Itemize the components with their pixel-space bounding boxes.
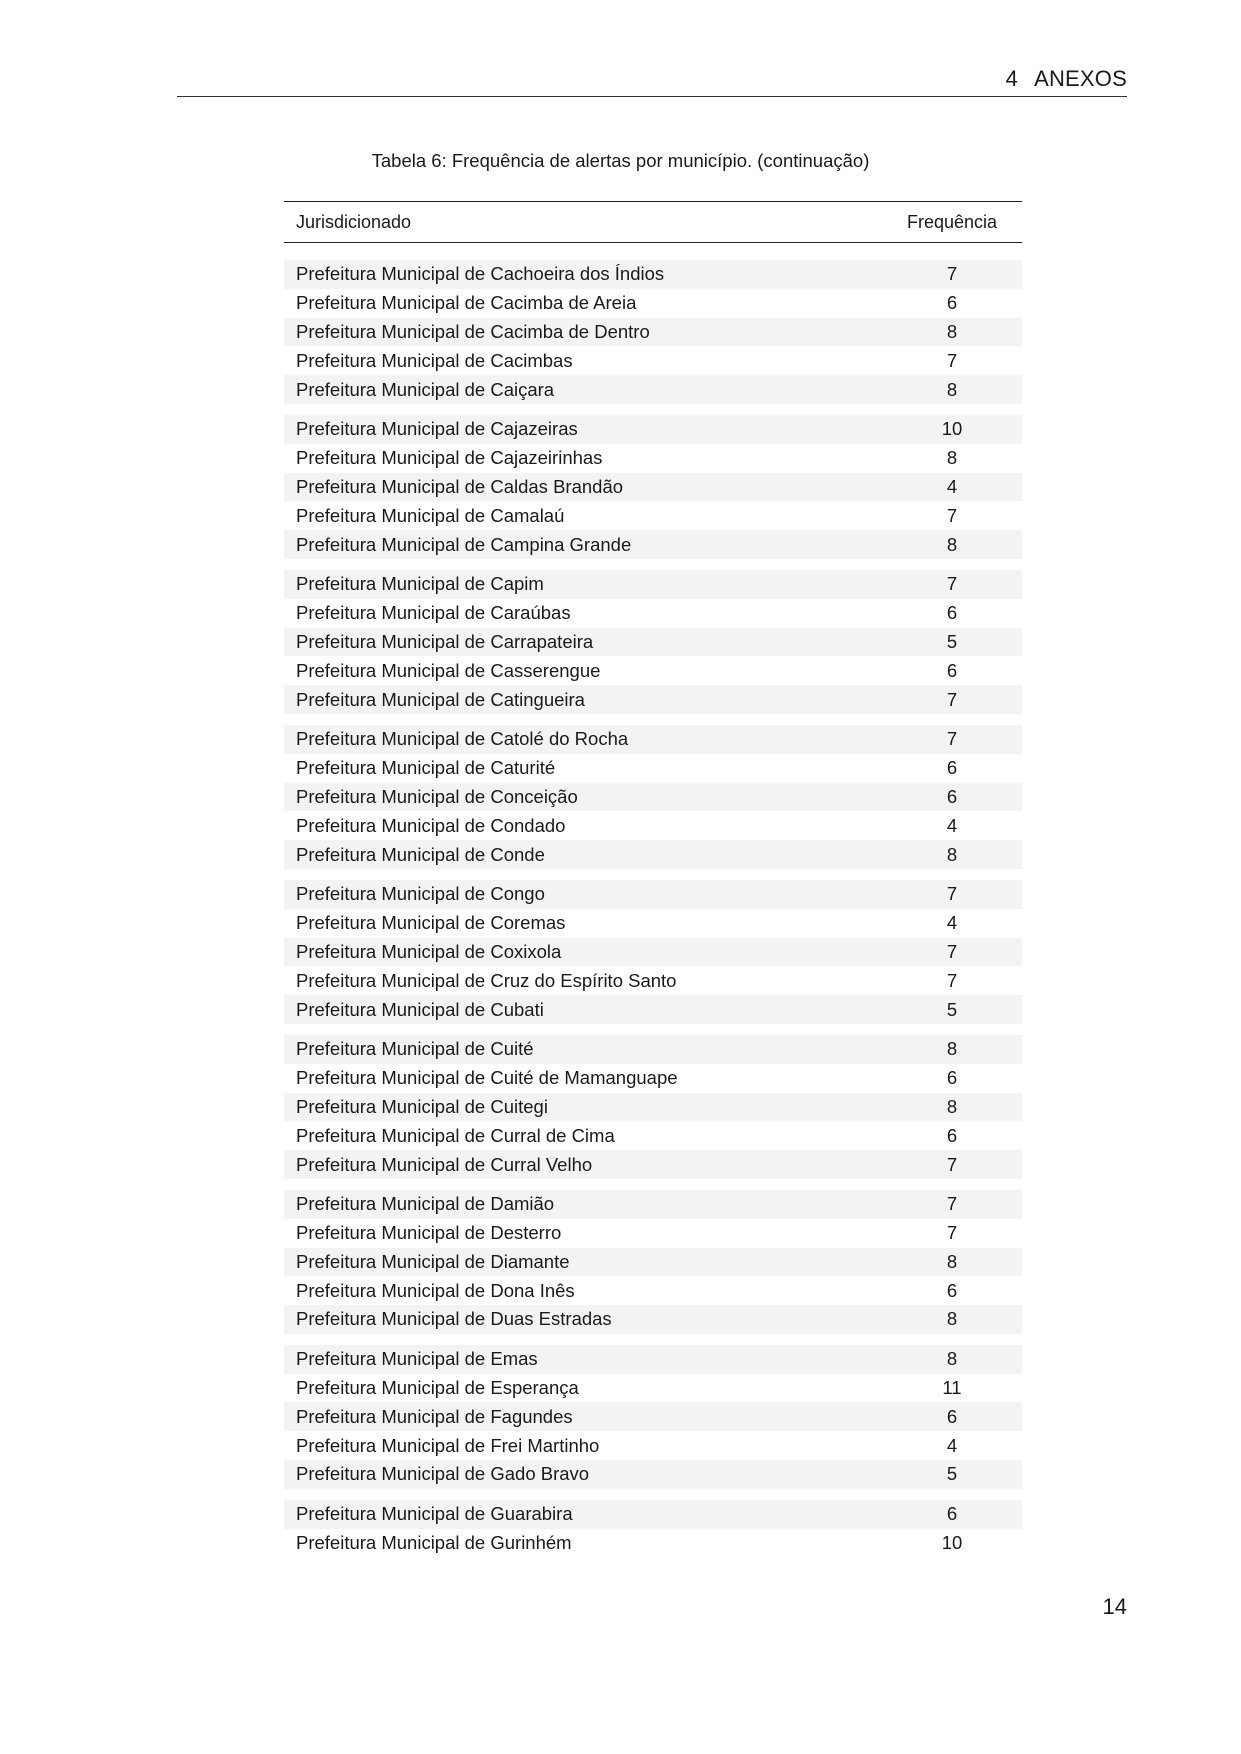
frequencia-cell: 11 — [942, 1377, 962, 1399]
frequencia-cell: 8 — [946, 447, 958, 469]
frequencia-cell: 8 — [946, 843, 958, 865]
table-row — [284, 909, 1022, 938]
frequencia-cell: 6 — [946, 659, 958, 681]
frequencia-cell: 7 — [946, 1193, 958, 1215]
jurisdicionado-cell: Prefeitura Municipal de Campina Grande — [296, 533, 632, 555]
jurisdicionado-cell: Prefeitura Municipal de Camalaú — [296, 504, 565, 526]
row-group — [284, 260, 1022, 404]
frequencia-cell: 7 — [946, 349, 958, 371]
page-number: 14 — [1102, 1594, 1127, 1619]
frequencia-cell: 6 — [946, 785, 958, 807]
table-body — [284, 243, 1022, 1557]
table-row — [284, 1190, 1022, 1219]
table-row — [284, 754, 1022, 783]
table-row — [284, 1305, 1022, 1334]
table-row — [284, 1529, 1022, 1558]
column-header-jurisdicionado: Jurisdicionado — [296, 211, 412, 232]
table-row — [284, 811, 1022, 840]
frequencia-cell: 7 — [946, 728, 958, 750]
running-header — [177, 62, 1127, 97]
frequencia-cell: 5 — [946, 1463, 958, 1485]
frequencia-cell: 8 — [946, 378, 958, 400]
frequencia-cell: 8 — [946, 320, 958, 342]
jurisdicionado-cell: Prefeitura Municipal de Congo — [296, 883, 545, 905]
table-row — [284, 260, 1022, 289]
table-row — [284, 1093, 1022, 1122]
jurisdicionado-cell: Prefeitura Municipal de Casserengue — [296, 659, 601, 681]
table-row — [284, 966, 1022, 995]
column-header-frequencia: Frequência — [906, 211, 998, 232]
frequencia-cell: 7 — [946, 1153, 958, 1175]
table-row — [284, 880, 1022, 909]
jurisdicionado-cell: Prefeitura Municipal de Fagundes — [296, 1405, 573, 1427]
table-row — [284, 840, 1022, 869]
table-row — [284, 501, 1022, 530]
table-row — [284, 473, 1022, 502]
frequencia-cell: 7 — [946, 688, 958, 710]
jurisdicionado-cell: Prefeitura Municipal de Caiçara — [296, 378, 555, 400]
row-group — [284, 1345, 1022, 1489]
table-row — [284, 685, 1022, 714]
jurisdicionado-cell: Prefeitura Municipal de Esperança — [296, 1377, 579, 1399]
frequencia-cell: 7 — [946, 940, 958, 962]
jurisdicionado-cell: Prefeitura Municipal de Cruz do Espírito Santo — [296, 969, 677, 991]
jurisdicionado-cell: Prefeitura Municipal de Conde — [296, 843, 545, 865]
jurisdicionado-cell: Prefeitura Municipal de Caturité — [296, 757, 556, 779]
table-row — [284, 1150, 1022, 1179]
frequencia-cell: 8 — [946, 1250, 958, 1272]
table-row — [284, 1500, 1022, 1529]
jurisdicionado-cell: Prefeitura Municipal de Caraúbas — [296, 602, 571, 624]
table-row — [284, 375, 1022, 404]
table-row — [284, 1345, 1022, 1374]
table-row — [284, 346, 1022, 375]
table-row — [284, 415, 1022, 444]
jurisdicionado-cell: Prefeitura Municipal de Carrapateira — [296, 630, 594, 652]
jurisdicionado-cell: Prefeitura Municipal de Cajazeiras — [296, 418, 578, 440]
jurisdicionado-cell: Prefeitura Municipal de Cajazeirinhas — [296, 447, 603, 469]
jurisdicionado-cell: Prefeitura Municipal de Cuitegi — [296, 1095, 548, 1117]
jurisdicionado-cell: Prefeitura Municipal de Cacimba de Areia — [296, 292, 637, 314]
jurisdicionado-cell: Prefeitura Municipal de Catolé do Rocha — [296, 728, 629, 750]
frequencia-cell: 4 — [946, 912, 958, 934]
row-group — [284, 570, 1022, 714]
table-row — [284, 318, 1022, 347]
table-header-row — [284, 201, 1022, 243]
frequencia-cell: 10 — [941, 1532, 963, 1554]
table-row — [284, 725, 1022, 754]
table-row — [284, 628, 1022, 657]
jurisdicionado-cell: Prefeitura Municipal de Desterro — [296, 1222, 562, 1244]
frequencia-cell: 4 — [946, 1434, 958, 1456]
row-group — [284, 1500, 1022, 1558]
jurisdicionado-cell: Prefeitura Municipal de Catingueira — [296, 688, 585, 710]
row-group — [284, 415, 1022, 559]
row-group — [284, 1035, 1022, 1179]
frequencia-cell: 6 — [946, 1067, 958, 1089]
frequencia-cell: 5 — [946, 630, 958, 652]
jurisdicionado-cell: Prefeitura Municipal de Frei Martinho — [296, 1434, 600, 1456]
table-row — [284, 656, 1022, 685]
frequencia-cell: 6 — [946, 1405, 958, 1427]
jurisdicionado-cell: Prefeitura Municipal de Curral Velho — [296, 1153, 593, 1175]
section-number: 4 — [1005, 66, 1019, 91]
row-group — [284, 880, 1022, 1024]
table-row — [284, 1248, 1022, 1277]
frequencia-cell: 8 — [946, 1308, 958, 1330]
frequencia-cell: 8 — [946, 1095, 958, 1117]
table-row — [284, 938, 1022, 967]
frequencia-cell: 7 — [946, 573, 958, 595]
row-group — [284, 1190, 1022, 1334]
table-row — [284, 1431, 1022, 1460]
jurisdicionado-cell: Prefeitura Municipal de Guarabira — [296, 1503, 573, 1525]
row-group — [284, 725, 1022, 869]
table-row — [284, 1121, 1022, 1150]
frequencia-cell: 5 — [946, 998, 958, 1020]
frequencia-cell: 7 — [946, 1222, 958, 1244]
jurisdicionado-cell: Prefeitura Municipal de Conceição — [296, 785, 578, 807]
jurisdicionado-cell: Prefeitura Municipal de Cubati — [296, 998, 544, 1020]
frequencia-cell: 10 — [941, 418, 963, 440]
frequency-table — [284, 201, 1022, 1568]
frequencia-cell: 6 — [946, 1124, 958, 1146]
table-row — [284, 530, 1022, 559]
frequencia-cell: 7 — [946, 969, 958, 991]
frequencia-cell: 6 — [946, 292, 958, 314]
jurisdicionado-cell: Prefeitura Municipal de Coremas — [296, 912, 566, 934]
jurisdicionado-cell: Prefeitura Municipal de Dona Inês — [296, 1279, 575, 1301]
frequencia-cell: 6 — [946, 757, 958, 779]
table-row — [284, 783, 1022, 812]
jurisdicionado-cell: Prefeitura Municipal de Gado Bravo — [296, 1463, 590, 1485]
jurisdicionado-cell: Prefeitura Municipal de Cuité de Mamanguape — [296, 1067, 678, 1089]
frequencia-cell: 4 — [946, 475, 958, 497]
frequencia-cell: 8 — [946, 1348, 958, 1370]
table-row — [284, 1064, 1022, 1093]
jurisdicionado-cell: Prefeitura Municipal de Gurinhém — [296, 1532, 572, 1554]
table-row — [284, 1276, 1022, 1305]
table-row — [284, 570, 1022, 599]
table-row — [284, 1219, 1022, 1248]
frequencia-cell: 4 — [946, 814, 958, 836]
jurisdicionado-cell: Prefeitura Municipal de Damião — [296, 1193, 555, 1215]
jurisdicionado-cell: Prefeitura Municipal de Caldas Brandão — [296, 475, 624, 497]
frequencia-cell: 6 — [946, 1279, 958, 1301]
table-row — [284, 444, 1022, 473]
table-row — [284, 1035, 1022, 1064]
jurisdicionado-cell: Prefeitura Municipal de Diamante — [296, 1250, 570, 1272]
table-row — [284, 1374, 1022, 1403]
jurisdicionado-cell: Prefeitura Municipal de Cacimba de Dentro — [296, 320, 650, 342]
frequencia-cell: 8 — [946, 533, 958, 555]
frequencia-cell: 7 — [946, 883, 958, 905]
table-row — [284, 1402, 1022, 1431]
jurisdicionado-cell: Prefeitura Municipal de Cuité — [296, 1038, 534, 1060]
table-caption: Tabela 6: Frequência de alertas por município. (continuação) — [371, 150, 870, 171]
section-title: ANEXOS — [1034, 66, 1127, 91]
jurisdicionado-cell: Prefeitura Municipal de Cachoeira dos Índios — [296, 263, 665, 285]
jurisdicionado-cell: Prefeitura Municipal de Cacimbas — [296, 349, 573, 371]
table-row — [284, 995, 1022, 1024]
jurisdicionado-cell: Prefeitura Municipal de Capim — [296, 573, 544, 595]
jurisdicionado-cell: Prefeitura Municipal de Curral de Cima — [296, 1124, 615, 1146]
jurisdicionado-cell: Prefeitura Municipal de Coxixola — [296, 940, 562, 962]
jurisdicionado-cell: Prefeitura Municipal de Duas Estradas — [296, 1308, 612, 1330]
frequencia-cell: 7 — [946, 504, 958, 526]
table-row — [284, 599, 1022, 628]
frequencia-cell: 6 — [946, 602, 958, 624]
jurisdicionado-cell: Prefeitura Municipal de Emas — [296, 1348, 538, 1370]
frequencia-cell: 7 — [946, 263, 958, 285]
table-row — [284, 1460, 1022, 1489]
frequencia-cell: 6 — [946, 1503, 958, 1525]
frequencia-cell: 8 — [946, 1038, 958, 1060]
table-row — [284, 289, 1022, 318]
jurisdicionado-cell: Prefeitura Municipal de Condado — [296, 814, 566, 836]
